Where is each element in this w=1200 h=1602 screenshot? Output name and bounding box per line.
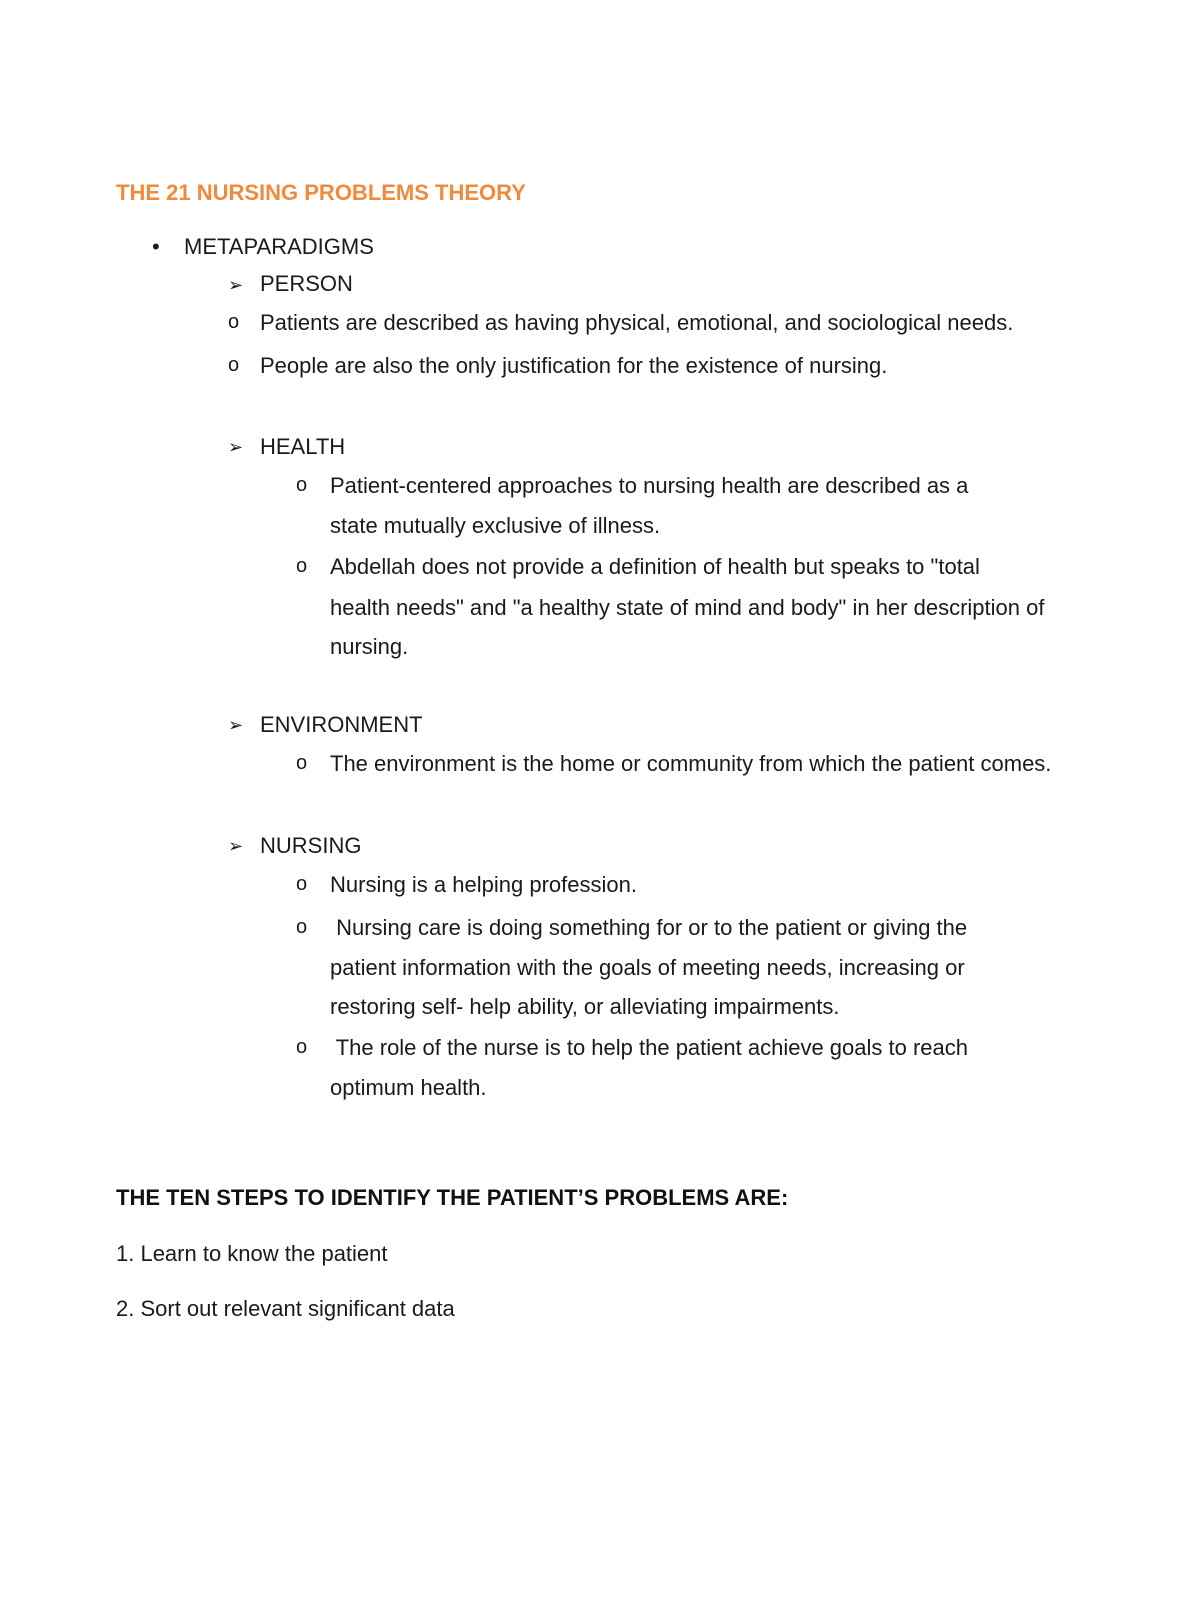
health-label: HEALTH xyxy=(260,434,346,459)
person-label: PERSON xyxy=(260,271,353,296)
circle-bullet-icon: o xyxy=(296,555,308,577)
document-title: THE 21 NURSING PROBLEMS THEORY xyxy=(116,180,526,205)
nursing-item-line: Nursing care is doing something for or to the patient or giving the xyxy=(330,915,968,940)
arrow-bullet-icon: ➢ xyxy=(228,715,244,735)
arrow-bullet-icon: ➢ xyxy=(228,275,244,295)
steps-heading: THE TEN STEPS TO IDENTIFY THE PATIENT’S PROBLEMS ARE: xyxy=(116,1185,789,1210)
circle-bullet-icon: o xyxy=(296,474,308,496)
environment-item: The environment is the home or community from which the patient comes. xyxy=(330,751,1052,776)
nursing-label: NURSING xyxy=(260,833,362,858)
health-item-line: Patient-centered approaches to nursing health are described as a xyxy=(330,473,969,498)
circle-bullet-icon: o xyxy=(296,873,308,895)
arrow-bullet-icon: ➢ xyxy=(228,437,244,457)
nursing-item-line: restoring self- help ability, or alleviating impairments. xyxy=(330,994,840,1019)
nursing-item-line: Nursing is a helping profession. xyxy=(330,872,637,897)
health-item-line: Abdellah does not provide a definition of health but speaks to "total xyxy=(330,554,980,579)
nursing-item-line: patient information with the goals of meeting needs, increasing or xyxy=(330,955,965,980)
health-item-line: state mutually exclusive of illness. xyxy=(330,513,661,538)
nursing-item-line: The role of the nurse is to help the patient achieve goals to reach xyxy=(330,1035,968,1060)
circle-bullet-icon: o xyxy=(296,1036,308,1058)
circle-bullet-icon: o xyxy=(228,354,240,376)
circle-bullet-icon: o xyxy=(296,916,308,938)
person-item: People are also the only justification for the existence of nursing. xyxy=(260,353,888,378)
step-item: 2. Sort out relevant significant data xyxy=(116,1296,455,1321)
step-item: 1. Learn to know the patient xyxy=(116,1241,388,1266)
health-item-line: health needs" and "a healthy state of mind and body" in her description of xyxy=(330,595,1045,620)
environment-label: ENVIRONMENT xyxy=(260,712,423,737)
health-item-line: nursing. xyxy=(330,634,409,659)
circle-bullet-icon: o xyxy=(296,752,308,774)
arrow-bullet-icon: ➢ xyxy=(228,836,244,856)
section-label: METAPARADIGMS xyxy=(184,234,374,259)
bullet-icon: • xyxy=(152,234,160,259)
person-item: Patients are described as having physical, emotional, and sociological needs. xyxy=(260,310,1014,335)
circle-bullet-icon: o xyxy=(228,311,240,333)
nursing-item-line: optimum health. xyxy=(330,1075,487,1100)
